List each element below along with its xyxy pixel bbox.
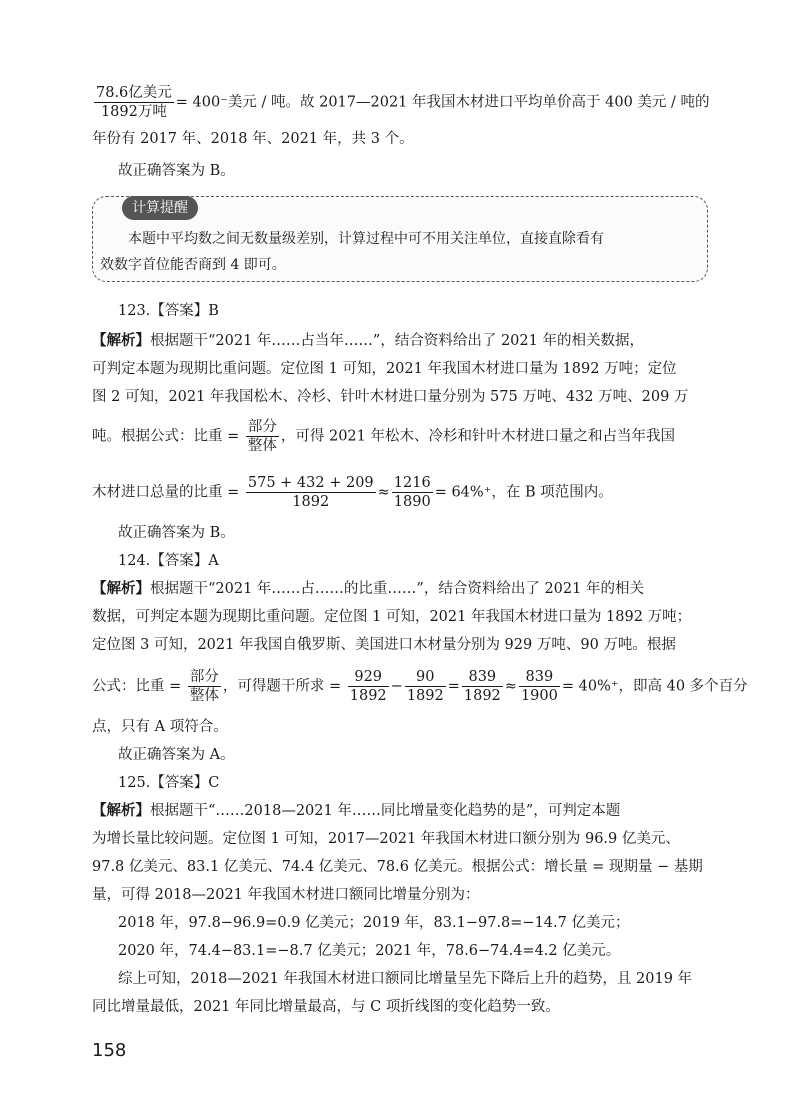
q123-answer: 123.【答案】B	[118, 303, 219, 319]
intro-line2: 年份有 2017 年、2018 年、2021 年，共 3 个。	[92, 131, 414, 147]
q124-analysis-line2: 数据，可判定本题为现期比重问题。定位图 1 可知，2021 年我国木材进口量为 1892 万吨；	[92, 609, 692, 625]
q123-analysis-line3: 图 2 可知，2021 年我国松木、冷杉、针叶木材进口量分别为 575 万吨、432 万吨、209 万	[92, 389, 689, 405]
analysis-label: 【解析】	[92, 332, 150, 349]
q123-analysis-line2: 可判定本题为现期比重问题。定位图 1 可知，2021 年我国木材进口量为 1892 万吨；定位	[92, 361, 677, 377]
q125-analysis-line4: 量，可得 2018—2021 年我国木材进口额同比增量分别为：	[92, 887, 480, 903]
q123-conclusion: 故正确答案为 B。	[118, 525, 235, 541]
tip-line-1: 本题中平均数之间无数量级差别，计算过程中可不用关注单位，直接直除看有	[128, 231, 604, 247]
q125-increment-2020-2021: 2020 年，74.4−83.1=−8.7 亿美元；2021 年，78.6−74.4=4.2 亿美元。	[118, 943, 621, 959]
q123-ratio-fraction: $\frac{\text{部分}}{\text{整体}}$	[247, 419, 277, 454]
q124-analysis-line3: 定位图 3 可知，2021 年我国自俄罗斯、美国进口木材量分别为 929 万吨、90 万吨。根据	[92, 637, 676, 653]
q123-approx-fraction: $\frac{1216}{1890}$	[393, 475, 431, 510]
q123-analysis-line1: 【解析】根据题干“2021 年……占当年……”，结合资料给出了 2021 年的相关数据，	[92, 332, 644, 349]
q125-analysis-line2: 为增长量比较问题。定位图 1 可知，2017—2021 年我国木材进口额分别为 96.9 亿美元、	[92, 831, 680, 847]
intro-line1-text: = 400⁻美元 / 吨。故 2017—2021 年我国木材进口平均单价高于 400 美元 / 吨的	[175, 94, 710, 111]
page-number: 158	[92, 1040, 127, 1061]
analysis-label: 【解析】	[92, 580, 150, 597]
q124-analysis-line1: 【解析】根据题干“2021 年……占……的比重……”，结合资料给出了 2021 年的相关	[92, 580, 644, 597]
analysis-label: 【解析】	[92, 802, 150, 819]
q123-calculation-line: 木材进口总量的比重 = $\frac{575 + 432 + 209}{1892}$ ≈ $\frac{1216}{1890}$ = 64%⁺，在 B 项范围内。	[92, 475, 613, 510]
intro-conclusion: 故正确答案为 B。	[118, 163, 235, 179]
calculation-tip-badge: 计算提醒	[122, 196, 198, 220]
q123-formula-line: 吨。根据公式：比重 = $\frac{\text{部分}}{\text{整体}}$ ，可得 2021 年松木、冷杉和针叶木材进口量之和占当年我国	[92, 419, 675, 454]
fraction-denominator: 1892万吨	[100, 104, 167, 120]
q124-analysis-line5: 点，只有 A 项符合。	[92, 719, 228, 735]
tip-line-2: 效数字首位能否商到 4 即可。	[100, 257, 286, 273]
fraction-numerator: 78.6亿美元	[96, 85, 172, 101]
q125-answer: 125.【答案】C	[118, 775, 220, 791]
q125-summary-line1: 综上可知，2018—2021 年我国木材进口额同比增量呈先下降后上升的趋势，且 2019 年	[118, 971, 693, 987]
q125-increment-2018-2019: 2018 年，97.8−96.9=0.9 亿美元；2019 年，83.1−97.8=−14.7 亿美元；	[118, 915, 630, 931]
q125-analysis-line3: 97.8 亿美元、83.1 亿美元、74.4 亿美元、78.6 亿美元。根据公式：增长量 = 现期量 − 基期	[92, 859, 703, 875]
q124-conclusion: 故正确答案为 A。	[118, 747, 235, 763]
q125-summary-line2: 同比增量最低，2021 年同比增量最高，与 C 项折线图的变化趋势一致。	[92, 999, 560, 1015]
q124-answer: 124.【答案】A	[118, 553, 219, 569]
intro-fraction	[94, 84, 174, 121]
intro-formula-line	[92, 84, 710, 121]
q125-analysis-line1: 【解析】根据题干“……2018—2021 年……同比增量变化趋势的是”，可判定本题	[92, 802, 621, 819]
q123-sum-fraction: $\frac{575 + 432 + 209}{1892}$	[247, 475, 374, 510]
q124-formula-line: 公式：比重 = $\frac{\text{部分}}{\text{整体}}$ ，可得题干所求 = $\frac{929}{1892}$ − $\frac{90}{1892}$ = $\frac{839}{1892}$ ≈ $\frac{839}{1900}$ = 40%⁺，即高 40 多个百分	[92, 669, 748, 704]
